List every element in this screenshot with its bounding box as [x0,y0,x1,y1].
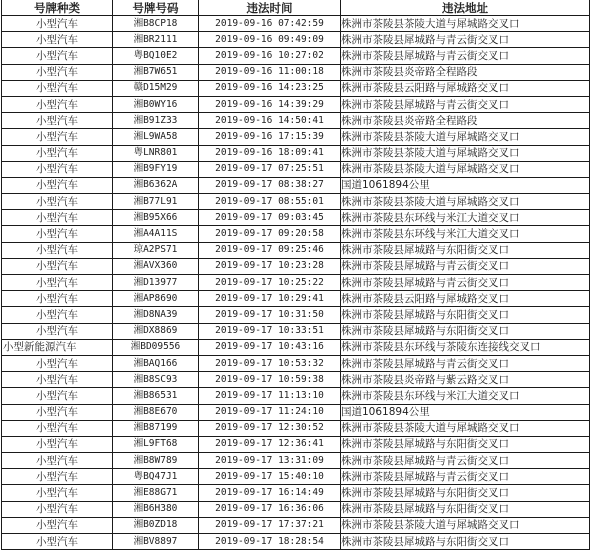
cell-plate-type: 小型汽车 [2,275,113,291]
cell-violation-time: 2019-09-17 07:25:51 [199,161,341,177]
cell-plate-number: 湘B8W789 [113,453,199,469]
header-row [2,0,590,16]
table-row [2,388,590,404]
cell-plate-type: 小型汽车 [2,177,113,193]
cell-plate-type: 小型汽车 [2,32,113,48]
cell-plate-number: 湘B0ZD18 [113,517,199,533]
cell-plate-number: 湘B95X66 [113,210,199,226]
cell-violation-time: 2019-09-16 14:23:25 [199,80,341,96]
cell-plate-number: 湘BR2111 [113,32,199,48]
cell-violation-time: 2019-09-17 11:24:10 [199,404,341,420]
cell-plate-number: 湘A4A11S [113,226,199,242]
header-violation-address: 违法地址 [341,0,590,16]
table-row [2,453,590,469]
cell-plate-number: 粤BQ10E2 [113,48,199,64]
table-row [2,64,590,80]
cell-plate-type: 小型汽车 [2,388,113,404]
violations-table [1,0,590,550]
cell-violation-time: 2019-09-17 16:14:49 [199,485,341,501]
table-row [2,469,590,485]
cell-violation-time: 2019-09-17 10:29:41 [199,291,341,307]
cell-violation-address: 株洲市茶陵县茶陵大道与犀城路交叉口 [341,194,590,210]
cell-plate-number: 湘B8E670 [113,404,199,420]
cell-plate-number: 湘BD09556 [113,339,199,355]
cell-plate-type: 小型汽车 [2,453,113,469]
cell-plate-type: 小型汽车 [2,404,113,420]
table-row [2,420,590,436]
cell-plate-number: 湘B8SC93 [113,372,199,388]
cell-plate-number: 赣D15M29 [113,80,199,96]
cell-violation-time: 2019-09-16 07:42:59 [199,16,341,32]
table-row [2,258,590,274]
table-row [2,129,590,145]
table-row [2,501,590,517]
table-row [2,113,590,129]
cell-plate-type: 小型汽车 [2,323,113,339]
cell-plate-number: 湘AP8690 [113,291,199,307]
cell-violation-time: 2019-09-17 09:20:58 [199,226,341,242]
table-row [2,177,590,193]
cell-violation-address: 株洲市茶陵县东环线与米江大道交叉口 [341,388,590,404]
cell-plate-number: 湘B6H380 [113,501,199,517]
cell-violation-address: 株洲市茶陵县炎帝路全程路段 [341,64,590,80]
cell-violation-time: 2019-09-17 08:38:27 [199,177,341,193]
cell-violation-address: 株洲市茶陵县犀城路与青云街交叉口 [341,453,590,469]
cell-violation-time: 2019-09-17 10:23:28 [199,258,341,274]
cell-plate-type: 小型汽车 [2,16,113,32]
cell-violation-time: 2019-09-16 11:00:18 [199,64,341,80]
cell-violation-address: 株洲市茶陵县茶陵大道与犀城路交叉口 [341,16,590,32]
table-row [2,32,590,48]
cell-violation-address: 株洲市茶陵县犀城路与东阳街交叉口 [341,242,590,258]
cell-violation-address: 株洲市茶陵县犀城路与青云街交叉口 [341,258,590,274]
cell-plate-number: 湘B77L91 [113,194,199,210]
cell-plate-number: 湘AVX360 [113,258,199,274]
cell-plate-type: 小型汽车 [2,80,113,96]
cell-violation-time: 2019-09-16 09:49:09 [199,32,341,48]
cell-violation-time: 2019-09-17 10:33:51 [199,323,341,339]
cell-plate-type: 小型汽车 [2,436,113,452]
cell-violation-address: 株洲市茶陵县云阳路与犀城路交叉口 [341,291,590,307]
table-row [2,517,590,533]
table-row [2,404,590,420]
cell-plate-number: 湘BAQ166 [113,355,199,371]
cell-violation-address: 株洲市茶陵县炎帝路全程路段 [341,113,590,129]
cell-violation-time: 2019-09-17 09:25:46 [199,242,341,258]
table-row [2,80,590,96]
cell-plate-number: 湘DX8869 [113,323,199,339]
cell-plate-type: 小型汽车 [2,258,113,274]
table-row [2,291,590,307]
cell-violation-time: 2019-09-16 14:50:41 [199,113,341,129]
cell-violation-address: 国道1061894公里 [341,404,590,420]
cell-violation-address: 株洲市茶陵县茶陵大道与犀城路交叉口 [341,161,590,177]
cell-plate-type: 小型汽车 [2,291,113,307]
cell-plate-type: 小型汽车 [2,307,113,323]
cell-plate-type: 小型汽车 [2,96,113,112]
table-row [2,48,590,64]
cell-violation-address: 株洲市茶陵县犀城路与青云街交叉口 [341,469,590,485]
cell-plate-type: 小型汽车 [2,242,113,258]
cell-violation-address: 株洲市茶陵县犀城路与东阳街交叉口 [341,307,590,323]
cell-plate-number: 湘E88G71 [113,485,199,501]
header-plate-number: 号牌号码 [113,0,199,16]
cell-violation-time: 2019-09-17 11:13:10 [199,388,341,404]
cell-violation-time: 2019-09-17 18:28:54 [199,534,341,550]
cell-plate-number: 湘B0WY16 [113,96,199,112]
cell-violation-address: 株洲市茶陵县犀城路与东阳街交叉口 [341,323,590,339]
table-header [2,0,590,16]
cell-violation-address: 株洲市茶陵县东环线与米江大道交叉口 [341,210,590,226]
header-violation-time: 违法时间 [199,0,341,16]
table-row [2,372,590,388]
cell-violation-time: 2019-09-17 16:36:06 [199,501,341,517]
cell-violation-time: 2019-09-16 17:15:39 [199,129,341,145]
table-body [2,16,590,550]
cell-plate-type: 小型汽车 [2,210,113,226]
cell-violation-address: 株洲市茶陵县犀城路与青云街交叉口 [341,355,590,371]
cell-violation-address: 株洲市茶陵县茶陵大道与犀城路交叉口 [341,145,590,161]
cell-plate-type: 小型汽车 [2,485,113,501]
table-row [2,145,590,161]
table-row [2,161,590,177]
table-row [2,355,590,371]
cell-violation-address: 株洲市茶陵县犀城路与东阳街交叉口 [341,534,590,550]
cell-violation-address: 株洲市茶陵县东环线与米江大道交叉口 [341,226,590,242]
cell-plate-number: 湘B91Z33 [113,113,199,129]
cell-plate-type: 小型汽车 [2,194,113,210]
cell-violation-time: 2019-09-17 17:37:21 [199,517,341,533]
cell-violation-time: 2019-09-16 14:39:29 [199,96,341,112]
table-row [2,226,590,242]
cell-violation-address: 株洲市茶陵县东环线与茶陵东连接线交叉口 [341,339,590,355]
cell-plate-type: 小型汽车 [2,372,113,388]
table-row [2,436,590,452]
cell-plate-type: 小型汽车 [2,534,113,550]
cell-plate-type: 小型新能源汽车 [2,339,113,355]
cell-plate-type: 小型汽车 [2,355,113,371]
cell-violation-address: 株洲市茶陵县茶陵大道与犀城路交叉口 [341,517,590,533]
cell-violation-address: 株洲市茶陵县犀城路与青云街交叉口 [341,275,590,291]
cell-violation-time: 2019-09-17 10:53:32 [199,355,341,371]
table-row [2,275,590,291]
cell-violation-address: 株洲市茶陵县茶陵大道与犀城路交叉口 [341,129,590,145]
cell-plate-number: 湘B9FY19 [113,161,199,177]
cell-plate-number: 粤BQ47J1 [113,469,199,485]
cell-plate-type: 小型汽车 [2,161,113,177]
cell-violation-address: 株洲市茶陵县犀城路与东阳街交叉口 [341,436,590,452]
cell-plate-type: 小型汽车 [2,469,113,485]
cell-plate-number: 湘B8CP18 [113,16,199,32]
cell-violation-time: 2019-09-16 10:27:02 [199,48,341,64]
cell-plate-number: 湘B6362A [113,177,199,193]
cell-plate-type: 小型汽车 [2,64,113,80]
cell-violation-time: 2019-09-17 08:55:01 [199,194,341,210]
cell-plate-number: 湘D8NA39 [113,307,199,323]
cell-violation-time: 2019-09-17 15:40:10 [199,469,341,485]
cell-violation-time: 2019-09-17 12:30:52 [199,420,341,436]
cell-violation-time: 2019-09-17 10:25:22 [199,275,341,291]
cell-plate-number: 湘B7W651 [113,64,199,80]
cell-violation-address: 株洲市茶陵县犀城路与东阳街交叉口 [341,501,590,517]
cell-plate-number: 湘L9WA58 [113,129,199,145]
cell-plate-number: 湘B86531 [113,388,199,404]
cell-violation-address: 国道1061894公里 [341,177,590,193]
cell-plate-number: 湘D13977 [113,275,199,291]
cell-plate-number: 琼A2PS71 [113,242,199,258]
cell-plate-number: 湘BV8897 [113,534,199,550]
cell-violation-time: 2019-09-17 10:43:16 [199,339,341,355]
cell-plate-type: 小型汽车 [2,113,113,129]
cell-plate-type: 小型汽车 [2,517,113,533]
cell-violation-time: 2019-09-17 10:59:38 [199,372,341,388]
cell-plate-number: 湘L9FT68 [113,436,199,452]
table-row [2,210,590,226]
table-row [2,16,590,32]
cell-violation-address: 株洲市茶陵县犀城路与东阳街交叉口 [341,485,590,501]
cell-violation-address: 株洲市茶陵县犀城路与青云街交叉口 [341,96,590,112]
table-row [2,307,590,323]
cell-violation-address: 株洲市茶陵县犀城路与青云街交叉口 [341,32,590,48]
cell-violation-time: 2019-09-17 12:36:41 [199,436,341,452]
cell-violation-time: 2019-09-16 18:09:41 [199,145,341,161]
cell-plate-number: 粤LNR801 [113,145,199,161]
table-row [2,194,590,210]
cell-violation-time: 2019-09-17 09:03:45 [199,210,341,226]
cell-plate-type: 小型汽车 [2,420,113,436]
cell-plate-type: 小型汽车 [2,145,113,161]
cell-violation-time: 2019-09-17 13:31:09 [199,453,341,469]
cell-plate-type: 小型汽车 [2,226,113,242]
table-row [2,242,590,258]
header-plate-type: 号牌种类 [2,0,113,16]
cell-violation-address: 株洲市茶陵县犀城路与青云街交叉口 [341,48,590,64]
cell-plate-type: 小型汽车 [2,48,113,64]
cell-violation-address: 株洲市茶陵县云阳路与犀城路交叉口 [341,80,590,96]
cell-violation-time: 2019-09-17 10:31:50 [199,307,341,323]
table-row [2,96,590,112]
cell-plate-type: 小型汽车 [2,501,113,517]
cell-violation-address: 株洲市茶陵县茶陵大道与犀城路交叉口 [341,420,590,436]
table-row [2,339,590,355]
table-row [2,485,590,501]
cell-plate-number: 湘B87199 [113,420,199,436]
cell-violation-address: 株洲市茶陵县炎帝路与紫云路交叉口 [341,372,590,388]
cell-plate-type: 小型汽车 [2,129,113,145]
table-row [2,323,590,339]
table-row [2,534,590,550]
